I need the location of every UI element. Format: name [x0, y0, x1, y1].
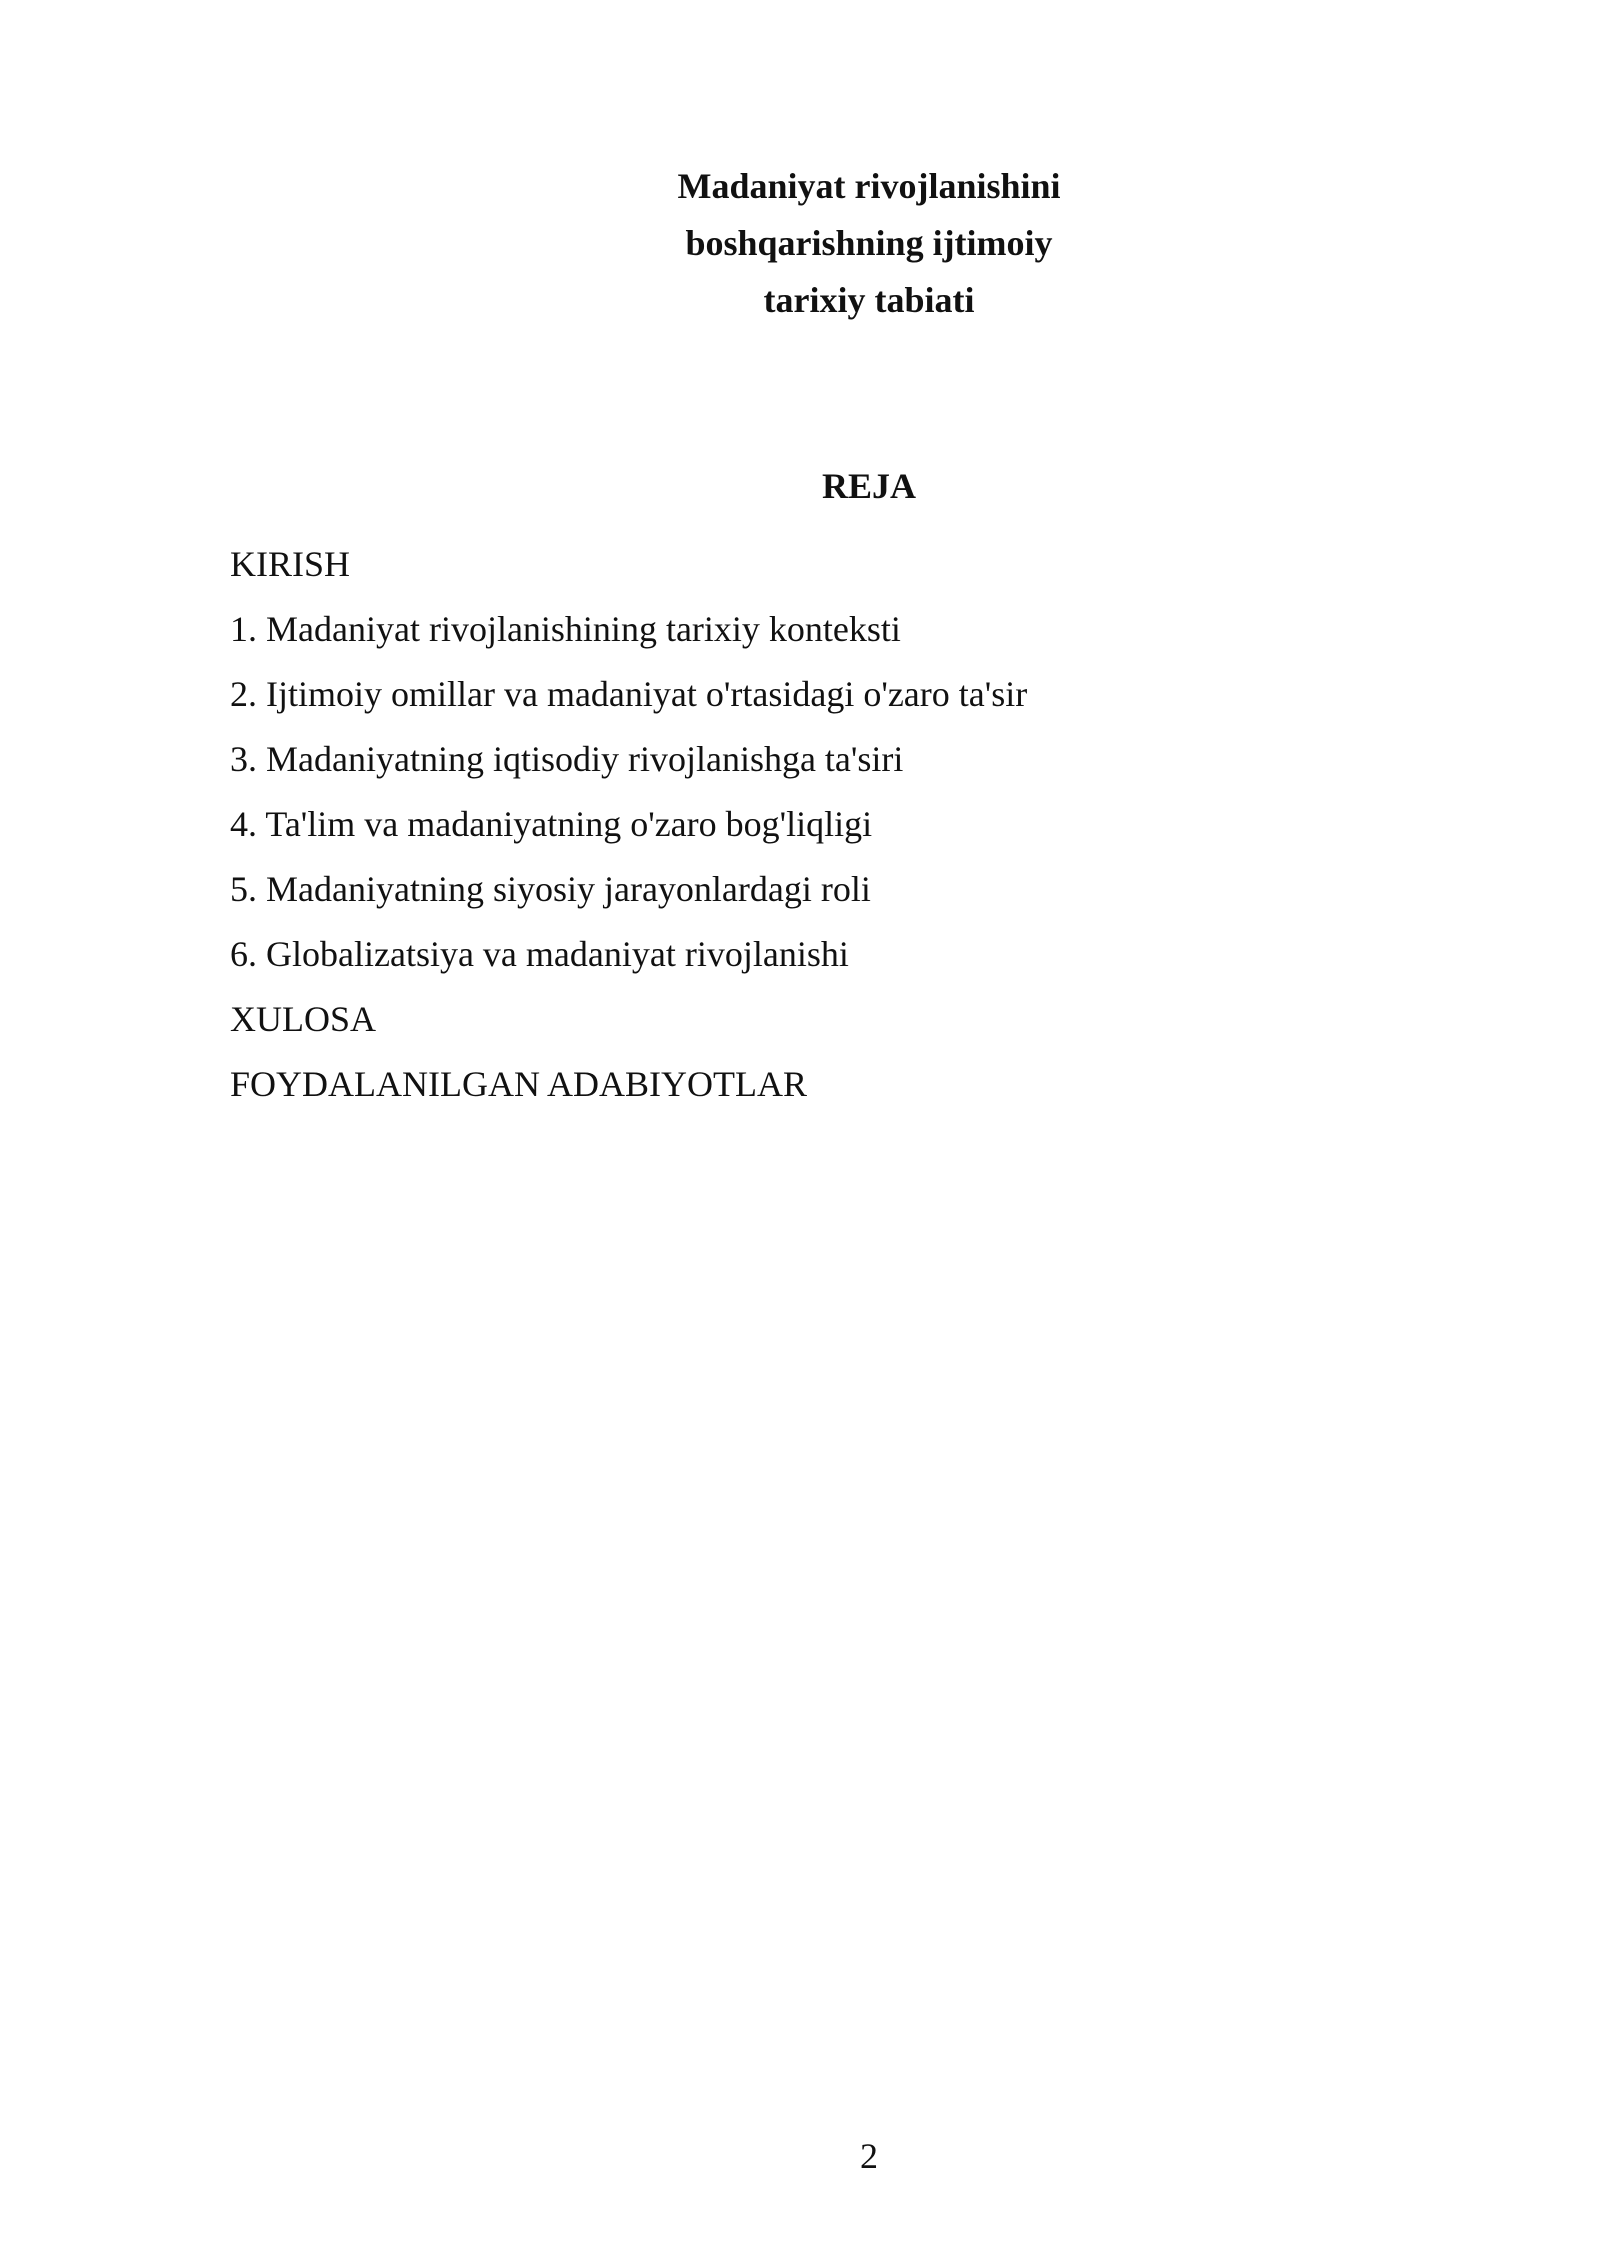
- plan-item-5: 5. Madaniyatning siyosiy jarayonlardagi roli: [230, 869, 871, 909]
- page-number: 2: [860, 2136, 878, 2176]
- plan-item-6: 6. Globalizatsiya va madaniyat rivojlanishi: [230, 934, 849, 974]
- plan-item-2: 2. Ijtimoiy omillar va madaniyat o'rtasidagi o'zaro ta'sir: [230, 674, 1028, 714]
- title-line-3: tarixiy tabiati: [763, 280, 975, 320]
- plan-heading: REJA: [821, 466, 916, 506]
- plan-item-3: 3. Madaniyatning iqtisodiy rivojlanishga ta'siri: [230, 739, 904, 779]
- plan-list: [230, 532, 1027, 1117]
- title-line-2: boshqarishning ijtimoiy: [685, 223, 1053, 263]
- title-line-1: Madaniyat rivojlanishini: [677, 166, 1061, 206]
- plan-item-introduction: KIRISH: [230, 544, 351, 584]
- plan-item-references: FOYDALANILGAN ADABIYOTLAR: [230, 1064, 807, 1104]
- plan-item-1: 1. Madaniyat rivojlanishining tarixiy konteksti: [230, 609, 901, 649]
- document-title: [0, 158, 1600, 329]
- plan-item-4: 4. Ta'lim va madaniyatning o'zaro bog'liqligi: [230, 804, 873, 844]
- plan-item-conclusion: XULOSA: [230, 999, 377, 1039]
